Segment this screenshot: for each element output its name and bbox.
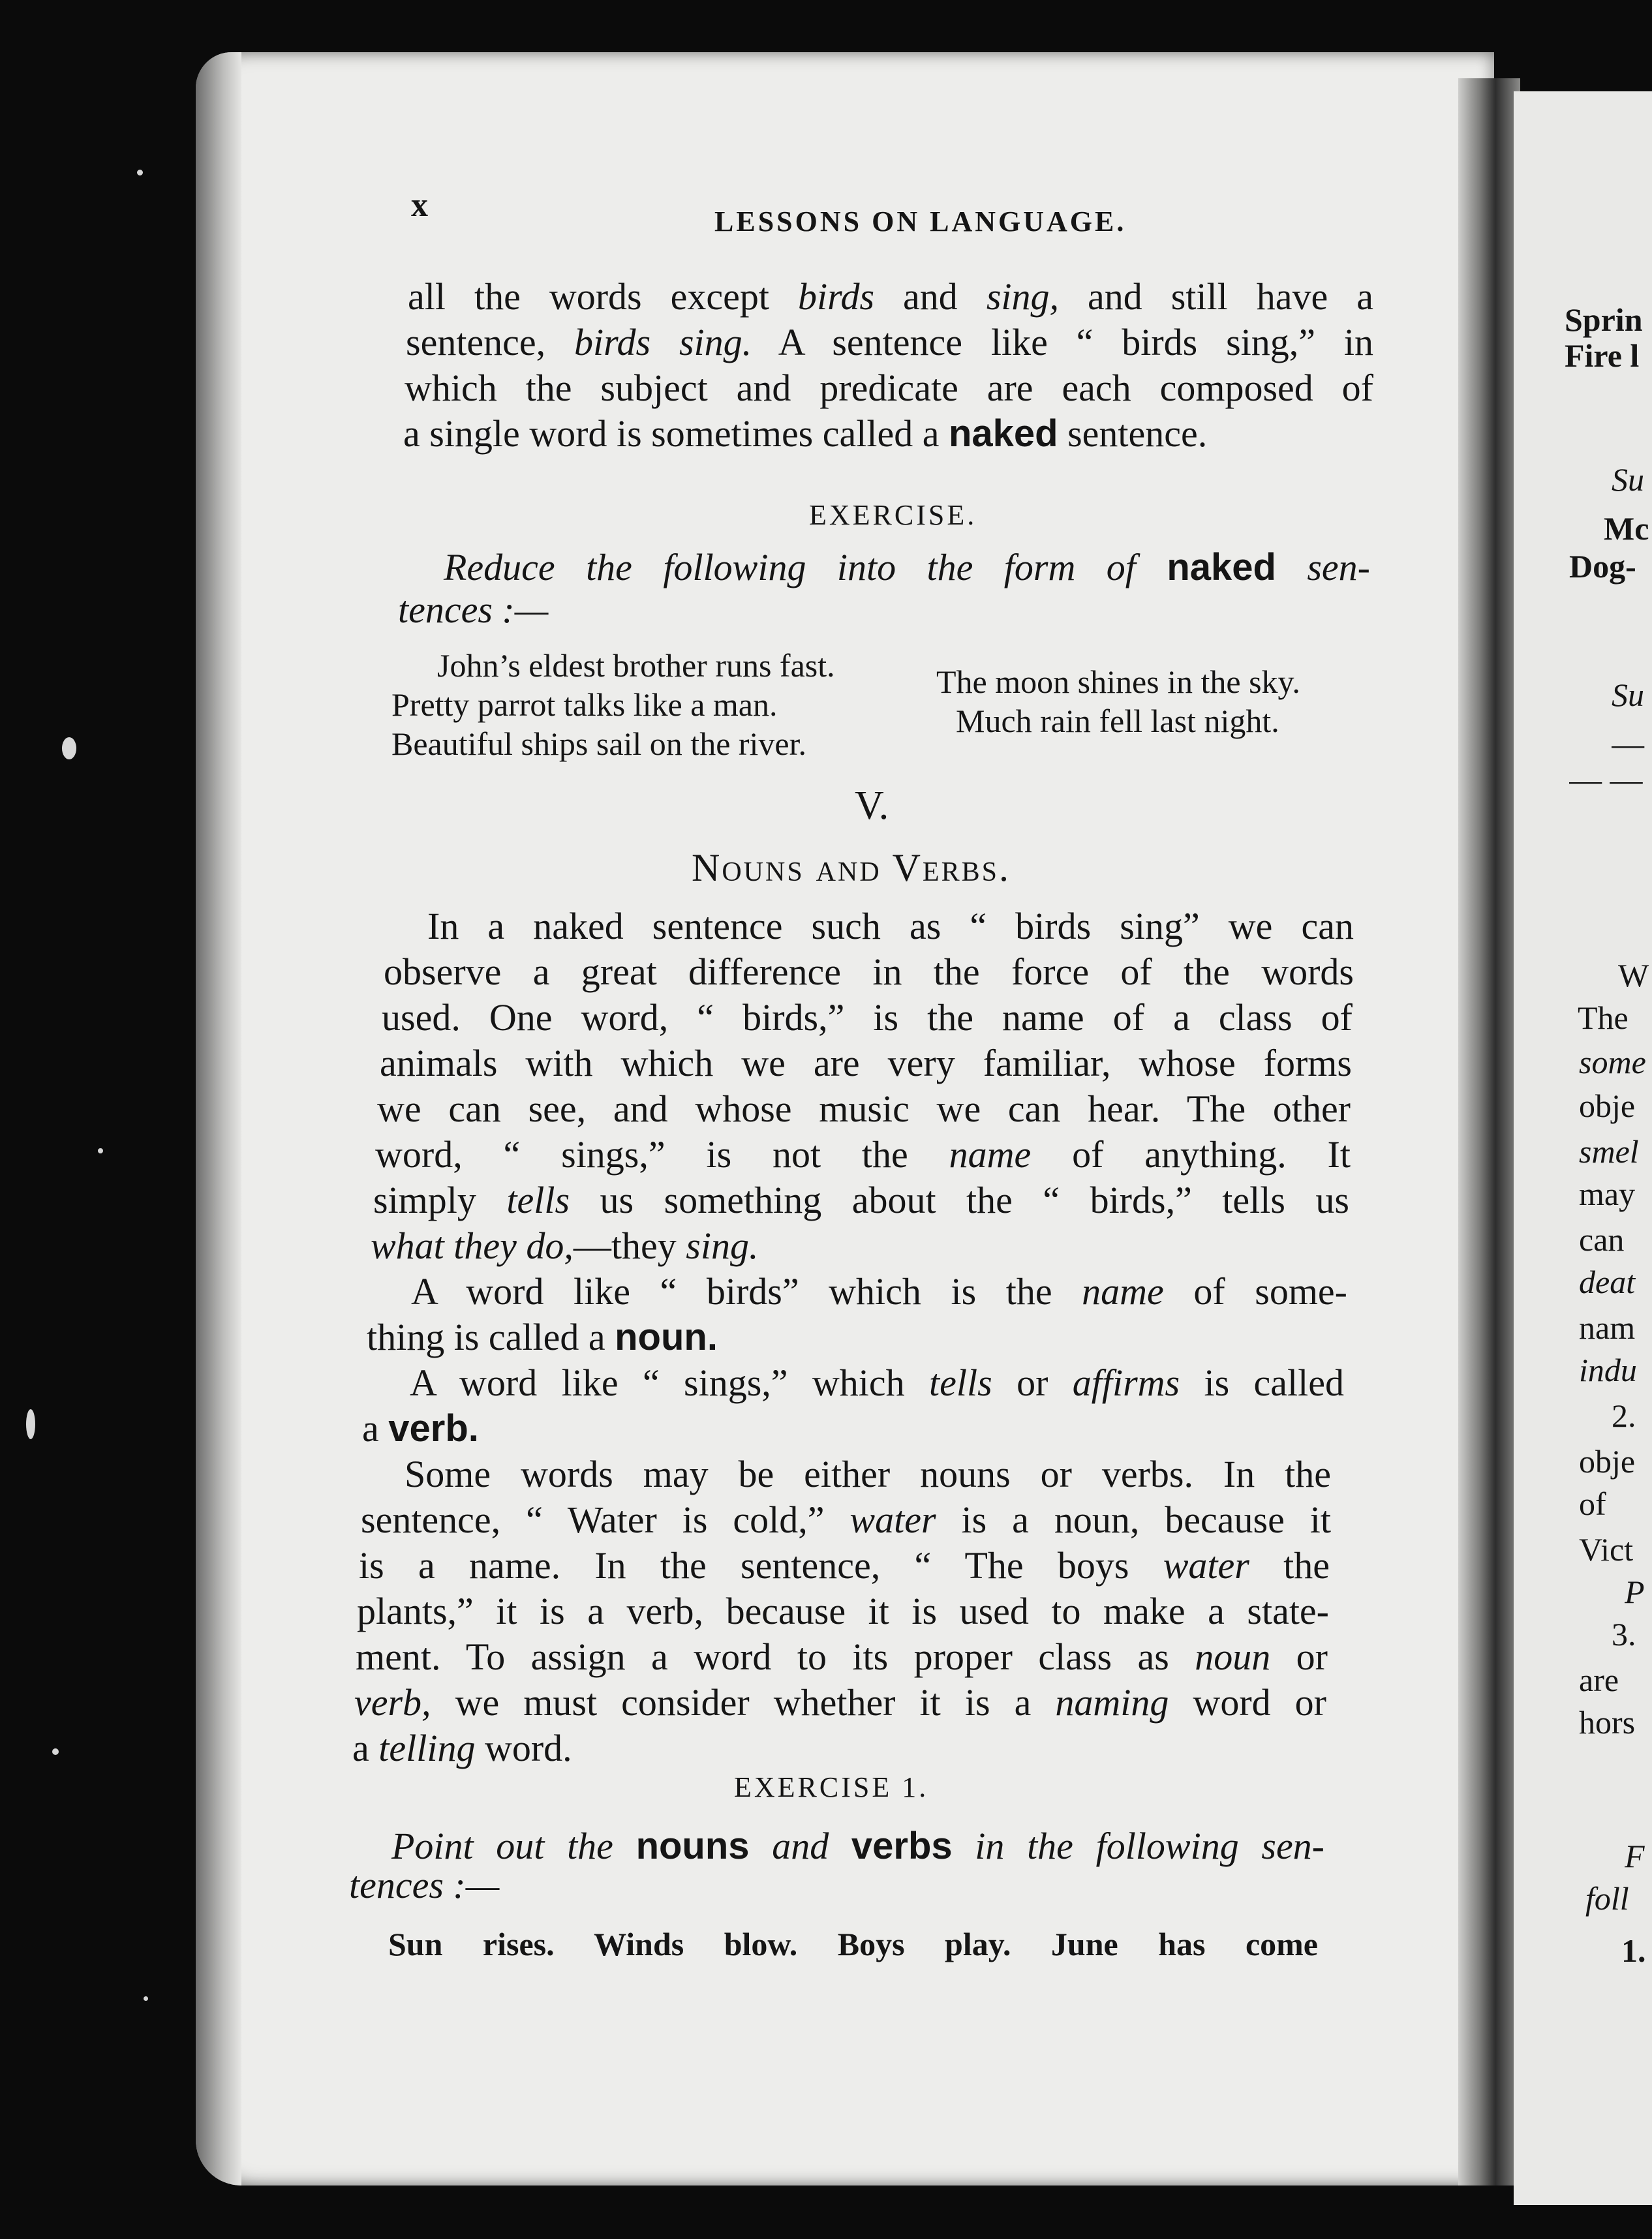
right-fragment: Su [1612, 461, 1644, 498]
body-line: sentence, “ Water is cold,” water is a noun, because it [361, 1499, 1332, 1541]
running-header: LESSONS ON LANGUAGE. [714, 206, 1127, 237]
intro-line: all the words except birds and sing, and still have a [408, 275, 1373, 318]
body-line: A word like “ sings,” which tells or affirms is called [410, 1362, 1344, 1404]
right-fragment: deat [1579, 1264, 1636, 1300]
right-fragment: F [1625, 1838, 1645, 1874]
exercise-sentences: Sun rises. Winds blow. Boys play. June has come [388, 1926, 1318, 1962]
right-fragment: smel [1579, 1133, 1639, 1170]
body-line: word, “ sings,” is not the name of anything. It [375, 1133, 1351, 1176]
body-line: a telling word. [352, 1727, 572, 1769]
right-fragment: obje [1579, 1088, 1636, 1124]
right-fragment: Mc [1604, 510, 1649, 547]
intro-line: which the subject and predicate are each composed of [405, 367, 1373, 409]
body-line: what they do,—they sing. [371, 1225, 759, 1267]
body-line: animals with which we are very familiar, whose forms [380, 1042, 1352, 1084]
body-line: we can see, and whose music we can hear. The other [377, 1088, 1351, 1130]
exercise-instruction: Reduce the following into the form of naked sen- [444, 546, 1370, 588]
right-fragment: 2. [1612, 1397, 1636, 1434]
right-fragment: obje [1579, 1443, 1636, 1480]
exercise-instruction: Point out the nouns and verbs in the following sen- [391, 1825, 1324, 1867]
right-fragment: hors [1579, 1704, 1636, 1741]
right-fragment: some [1579, 1044, 1646, 1080]
body-line: plants,” it is a verb, because it is used to make a state- [357, 1590, 1329, 1632]
right-fragment: Vict [1579, 1531, 1634, 1568]
body-line: a verb. [362, 1407, 479, 1450]
exercise-instruction: tences :— [398, 588, 549, 631]
exercise-heading: EXERCISE. [809, 499, 977, 531]
body-line: observe a great difference in the force of the words [384, 951, 1354, 993]
exercise-item: John’s eldest brother runs fast. [437, 647, 835, 684]
right-fragment: can [1579, 1221, 1625, 1258]
intro-line: sentence, birds sing. A sentence like “ birds sing,” in [406, 321, 1373, 363]
page-number: x [411, 187, 428, 224]
body-line: thing is called a noun. [367, 1316, 718, 1358]
right-fragment: P [1625, 1574, 1645, 1610]
body-line: A word like “ birds” which is the name of some- [411, 1270, 1347, 1313]
body-line: simply tells us something about the “ birds,” tells us [373, 1179, 1349, 1221]
body-line: In a naked sentence such as “ birds sing” we can [427, 905, 1354, 947]
right-fragment: indu [1579, 1352, 1637, 1388]
section-number: V. [855, 784, 889, 828]
exercise-heading: EXERCISE 1. [734, 1771, 929, 1803]
right-fragment: 3. [1612, 1616, 1636, 1653]
body-line: ment. To assign a word to its proper class as noun or [356, 1636, 1328, 1678]
right-fragment: — — [1569, 761, 1643, 798]
right-fragment: foll [1585, 1880, 1629, 1917]
right-fragment: may [1579, 1176, 1636, 1212]
exercise-item: Much rain fell last night. [956, 703, 1279, 739]
right-fragment: of [1579, 1485, 1606, 1522]
body-line: is a name. In the sentence, “ The boys water the [359, 1544, 1330, 1587]
right-fragment: 1. [1621, 1932, 1646, 1969]
right-fragment: nam [1579, 1309, 1636, 1346]
body-line: verb, we must consider whether it is a naming word or [354, 1681, 1326, 1724]
intro-line: a single word is sometimes called a naked sentence. [403, 412, 1208, 455]
right-fragment: Fire l [1565, 337, 1640, 374]
right-fragment: are [1579, 1662, 1619, 1698]
exercise-instruction: tences :— [349, 1864, 500, 1906]
right-fragment: — [1612, 725, 1644, 762]
right-fragment: W [1618, 957, 1649, 994]
right-fragment: Sprin [1565, 301, 1643, 338]
right-fragment: The [1578, 999, 1629, 1036]
exercise-item: Beautiful ships sail on the river. [391, 725, 807, 762]
exercise-item: The moon shines in the sky. [936, 663, 1300, 700]
exercise-item: Pretty parrot talks like a man. [391, 686, 778, 723]
right-fragment: Su [1612, 677, 1644, 713]
section-title: Nouns and Verbs. [692, 846, 1011, 889]
right-fragment: Dog- [1569, 548, 1636, 585]
body-line: used. One word, “ birds,” is the name of a class of [382, 996, 1353, 1039]
body-line: Some words may be either nouns or verbs. In the [405, 1453, 1331, 1495]
